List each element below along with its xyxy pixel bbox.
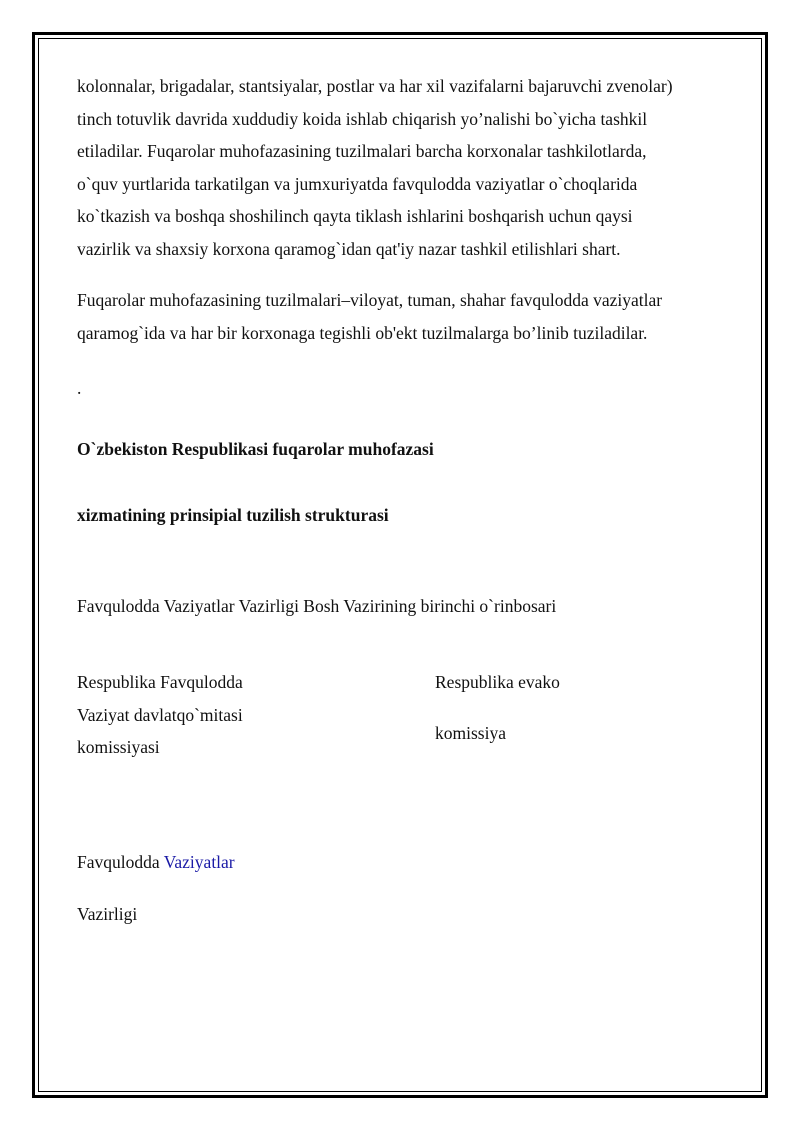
stray-dot: . bbox=[77, 378, 82, 398]
structure-ministry-node-line-2: Vazirligi bbox=[77, 904, 138, 924]
paragraph-line: tinch totuvlik davrida xuddudiy koida ishlab chiqarish yo’nalishi bo`yicha tashkil bbox=[77, 108, 648, 129]
node-line: Vaziyat davlatqo`mitasi bbox=[77, 704, 243, 725]
paragraph-line: Fuqarolar muhofazasining tuzilmalari–viloyat, tuman, shahar favqulodda vaziyatlar bbox=[77, 290, 663, 310]
section-heading-line-1: O`zbekiston Respublikasi fuqarolar muhofazasi bbox=[77, 439, 434, 459]
paragraph-line: etiladilar. Fuqarolar muhofazasining tuzilmalari barcha korxonalar tashkilotlarda, bbox=[77, 141, 647, 162]
paragraph-line: vazirlik va shaxsiy korxona qaramog`idan qat'iy nazar tashkil etilishlari shart. bbox=[77, 238, 621, 259]
body-paragraph-2 bbox=[77, 284, 662, 349]
structure-top-node: Favqulodda Vaziyatlar Vazirligi Bosh Vazirining birinchi o`rinbosari bbox=[77, 596, 557, 616]
structure-right-node-line-1: Respublika evako bbox=[435, 672, 560, 692]
ministry-text: Favqulodda bbox=[77, 852, 164, 872]
section-heading-line-2: xizmatining prinsipial tuzilish strukturasi bbox=[77, 505, 389, 525]
ministry-highlight-text: Vaziyatlar bbox=[163, 852, 235, 872]
paragraph-line: ko`tkazish va boshqa shoshilinch qayta tiklash ishlarini boshqarish uchun qaysi bbox=[77, 206, 633, 227]
node-line: komissiyasi bbox=[77, 737, 160, 758]
body-paragraph-1 bbox=[77, 70, 673, 266]
paragraph-line: o`quv yurtlarida tarkatilgan va jumxuriyatda favqulodda vaziyatlar o`choqlarida bbox=[77, 173, 638, 194]
paragraph-line: kolonnalar, brigadalar, stantsiyalar, postlar va har xil vazifalarni bajaruvchi zvenolar) bbox=[77, 76, 673, 96]
structure-left-node bbox=[77, 666, 243, 764]
paragraph-line: qaramog`ida va har bir korxonaga tegishli ob'ekt tuzilmalarga bo’linib tuziladilar. bbox=[77, 322, 648, 343]
node-line: Respublika Favqulodda bbox=[77, 672, 243, 692]
structure-ministry-node-line-1 bbox=[77, 846, 235, 879]
structure-right-node-line-2: komissiya bbox=[435, 723, 506, 743]
